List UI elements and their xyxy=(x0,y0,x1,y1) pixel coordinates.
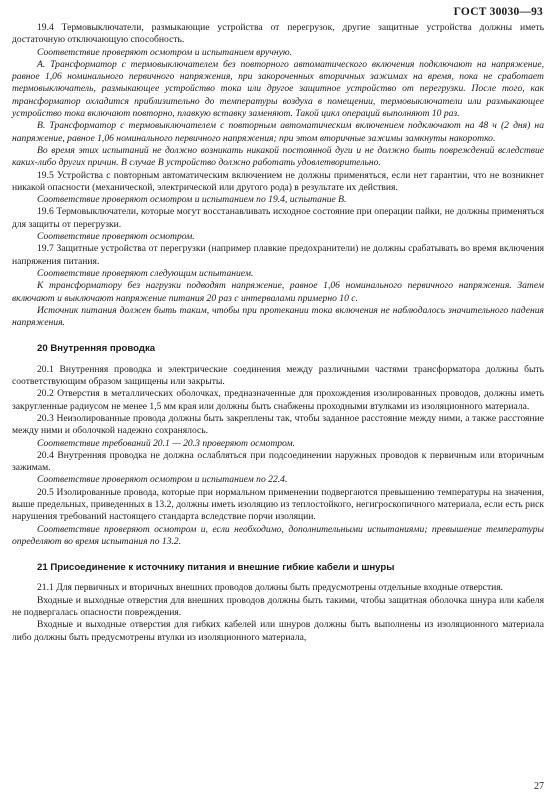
section-21-body xyxy=(12,582,544,643)
page-number: 27 xyxy=(534,781,544,792)
paragraph: 19.4 Термовыключатели, размыкающие устройства от перегрузок, другие защитные устройства должны иметь достаточную отключающую способность. xyxy=(12,22,544,46)
paragraph: Соответствие проверяют осмотром и испытанием по 19.4, испытание В. xyxy=(37,194,347,206)
paragraph: Входные и выходные отверстия для внешних проводов должны быть такими, чтобы защитная оболочка шнура или кабеля не подвергалась опасности повреждения. xyxy=(12,594,544,619)
section-19-continuation xyxy=(12,22,544,329)
paragraph: 19.7 Защитные устройства от перегрузки (например плавкие предохранители) не должны срабатывать во время включения напряжения питания. xyxy=(12,243,544,267)
paragraph: 20.5 Изолированные провода, которые при нормальном применении подвергаются превышению температуры на значения, выше предельных, приведенных в 13.2, должны иметь изоляцию из теплостойкого, негигроскопичного материала, если есть риск нарушения требований настоящего стандарта вследствие порчи изоляции. xyxy=(12,486,544,523)
paragraph: Соответствие проверяют осмотром. xyxy=(37,231,195,243)
paragraph: Источник питания должен быть таким, чтобы при протекании тока включения не наблюдалось значительного падения напряжения. xyxy=(12,304,544,329)
paragraph: 19.6 Термовыключатели, которые могут восстанавливать исходное состояние при операции пайки, не должны применяться для защиты от перегрузки. xyxy=(12,206,544,230)
section-20-heading: 20 Внутренняя проводка xyxy=(37,343,156,355)
section-20-body xyxy=(12,364,544,548)
paragraph: Соответствие проверяют осмотром и испытанием вручную. xyxy=(37,46,293,58)
paragraph: К трансформатору без нагрузки подводят напряжение, равное 1,06 номинального первичного напряжения. Затем включают и выключают напряжение питания 20 раз с интервалами примерно 10 с. xyxy=(12,280,544,304)
paragraph: Соответствие требований 20.1 — 20.3 проверяют осмотром. xyxy=(37,437,296,449)
paragraph: Соответствие проверяют осмотром и, если необходимо, дополнительными испытаниями; превышение температуры определяют во время испытания по 13.2. xyxy=(12,523,544,547)
paragraph: 20.3 Неизолированные провода должны быть закреплены так, чтобы заданное расстояние между ними, а также расстояние между ними и оболочкой надежно сохранялось. xyxy=(12,412,544,437)
section-21-heading: 21 Присоединение к источнику питания и внешние гибкие кабели и шнуры xyxy=(37,562,395,574)
page-content xyxy=(12,22,544,644)
standard-header: ГОСТ 30030—93 xyxy=(453,6,543,18)
paragraph: 20.2 Отверстия в металлических оболочках, предназначенные для прохождения изолированных проводов, должны иметь закругленные радиусом не менее 1,5 мм края или должны быть снабжены проходными втулками из изоляционного материала. xyxy=(12,388,544,412)
paragraph: 21.1 Для первичных и вторичных внешних проводов должны быть предусмотрены отдельные входные отверстия. xyxy=(37,582,504,594)
paragraph: Входные и выходные отверстия для гибких кабелей или шнуров должны быть выполнены из изоляционного материала либо должны быть предусмотрены втулки из изоляционного материала, xyxy=(12,619,544,643)
paragraph: А. Трансформатор с термовыключателем без повторного автоматического включения подключают на напряжение, равное 1,06 номинального первичного напряжения, при закороченных вторичных зажимах на время, пока не сработает термовыключатель, размыкающее устройство тока или другое защитное устройство от перегрузки. После того, как трансформатор охладится приблизительно до температуры воздуха в помещении, термовыключатели или размыкающее устройство тока включают повторно, плавкую вставку заменяют. Такой цикл операций выполняют 10 раз. xyxy=(12,58,544,120)
paragraph: Соответствие проверяют осмотром и испытанием по 22.4. xyxy=(37,474,288,486)
paragraph: Соответствие проверяют следующим испытанием. xyxy=(37,267,254,279)
paragraph: Во время этих испытаний не должно возникать никакой постоянной дуги и не должно быть повреждений вследствие каких-либо других причин. В случае В устройство должно работать удовлетворительно. xyxy=(12,144,544,169)
paragraph: 19.5 Устройства с повторным автоматическим включением не должны применяться, если нет гарантии, что не возникнет никакой опасности (механической, электрической или другого рода) в результате их действия. xyxy=(12,169,544,193)
paragraph: 20.1 Внутренняя проводка и электрические соединения между различными частями трансформатора должны быть соответствующим образом защищены или закрыты. xyxy=(12,363,544,388)
paragraph: В. Трансформатор с термовыключателем с повторным автоматическим включением подключают на 48 ч (2 дня) на напряжение, равное 1,06 номинального первичного напряжения; при этом вторичные зажимы замкнуты накоротко. xyxy=(12,120,544,144)
paragraph: 20.4 Внутренняя проводка не должна ослабляться при подсоединении наружных проводов к первичным или вторичным зажимам. xyxy=(12,449,544,474)
